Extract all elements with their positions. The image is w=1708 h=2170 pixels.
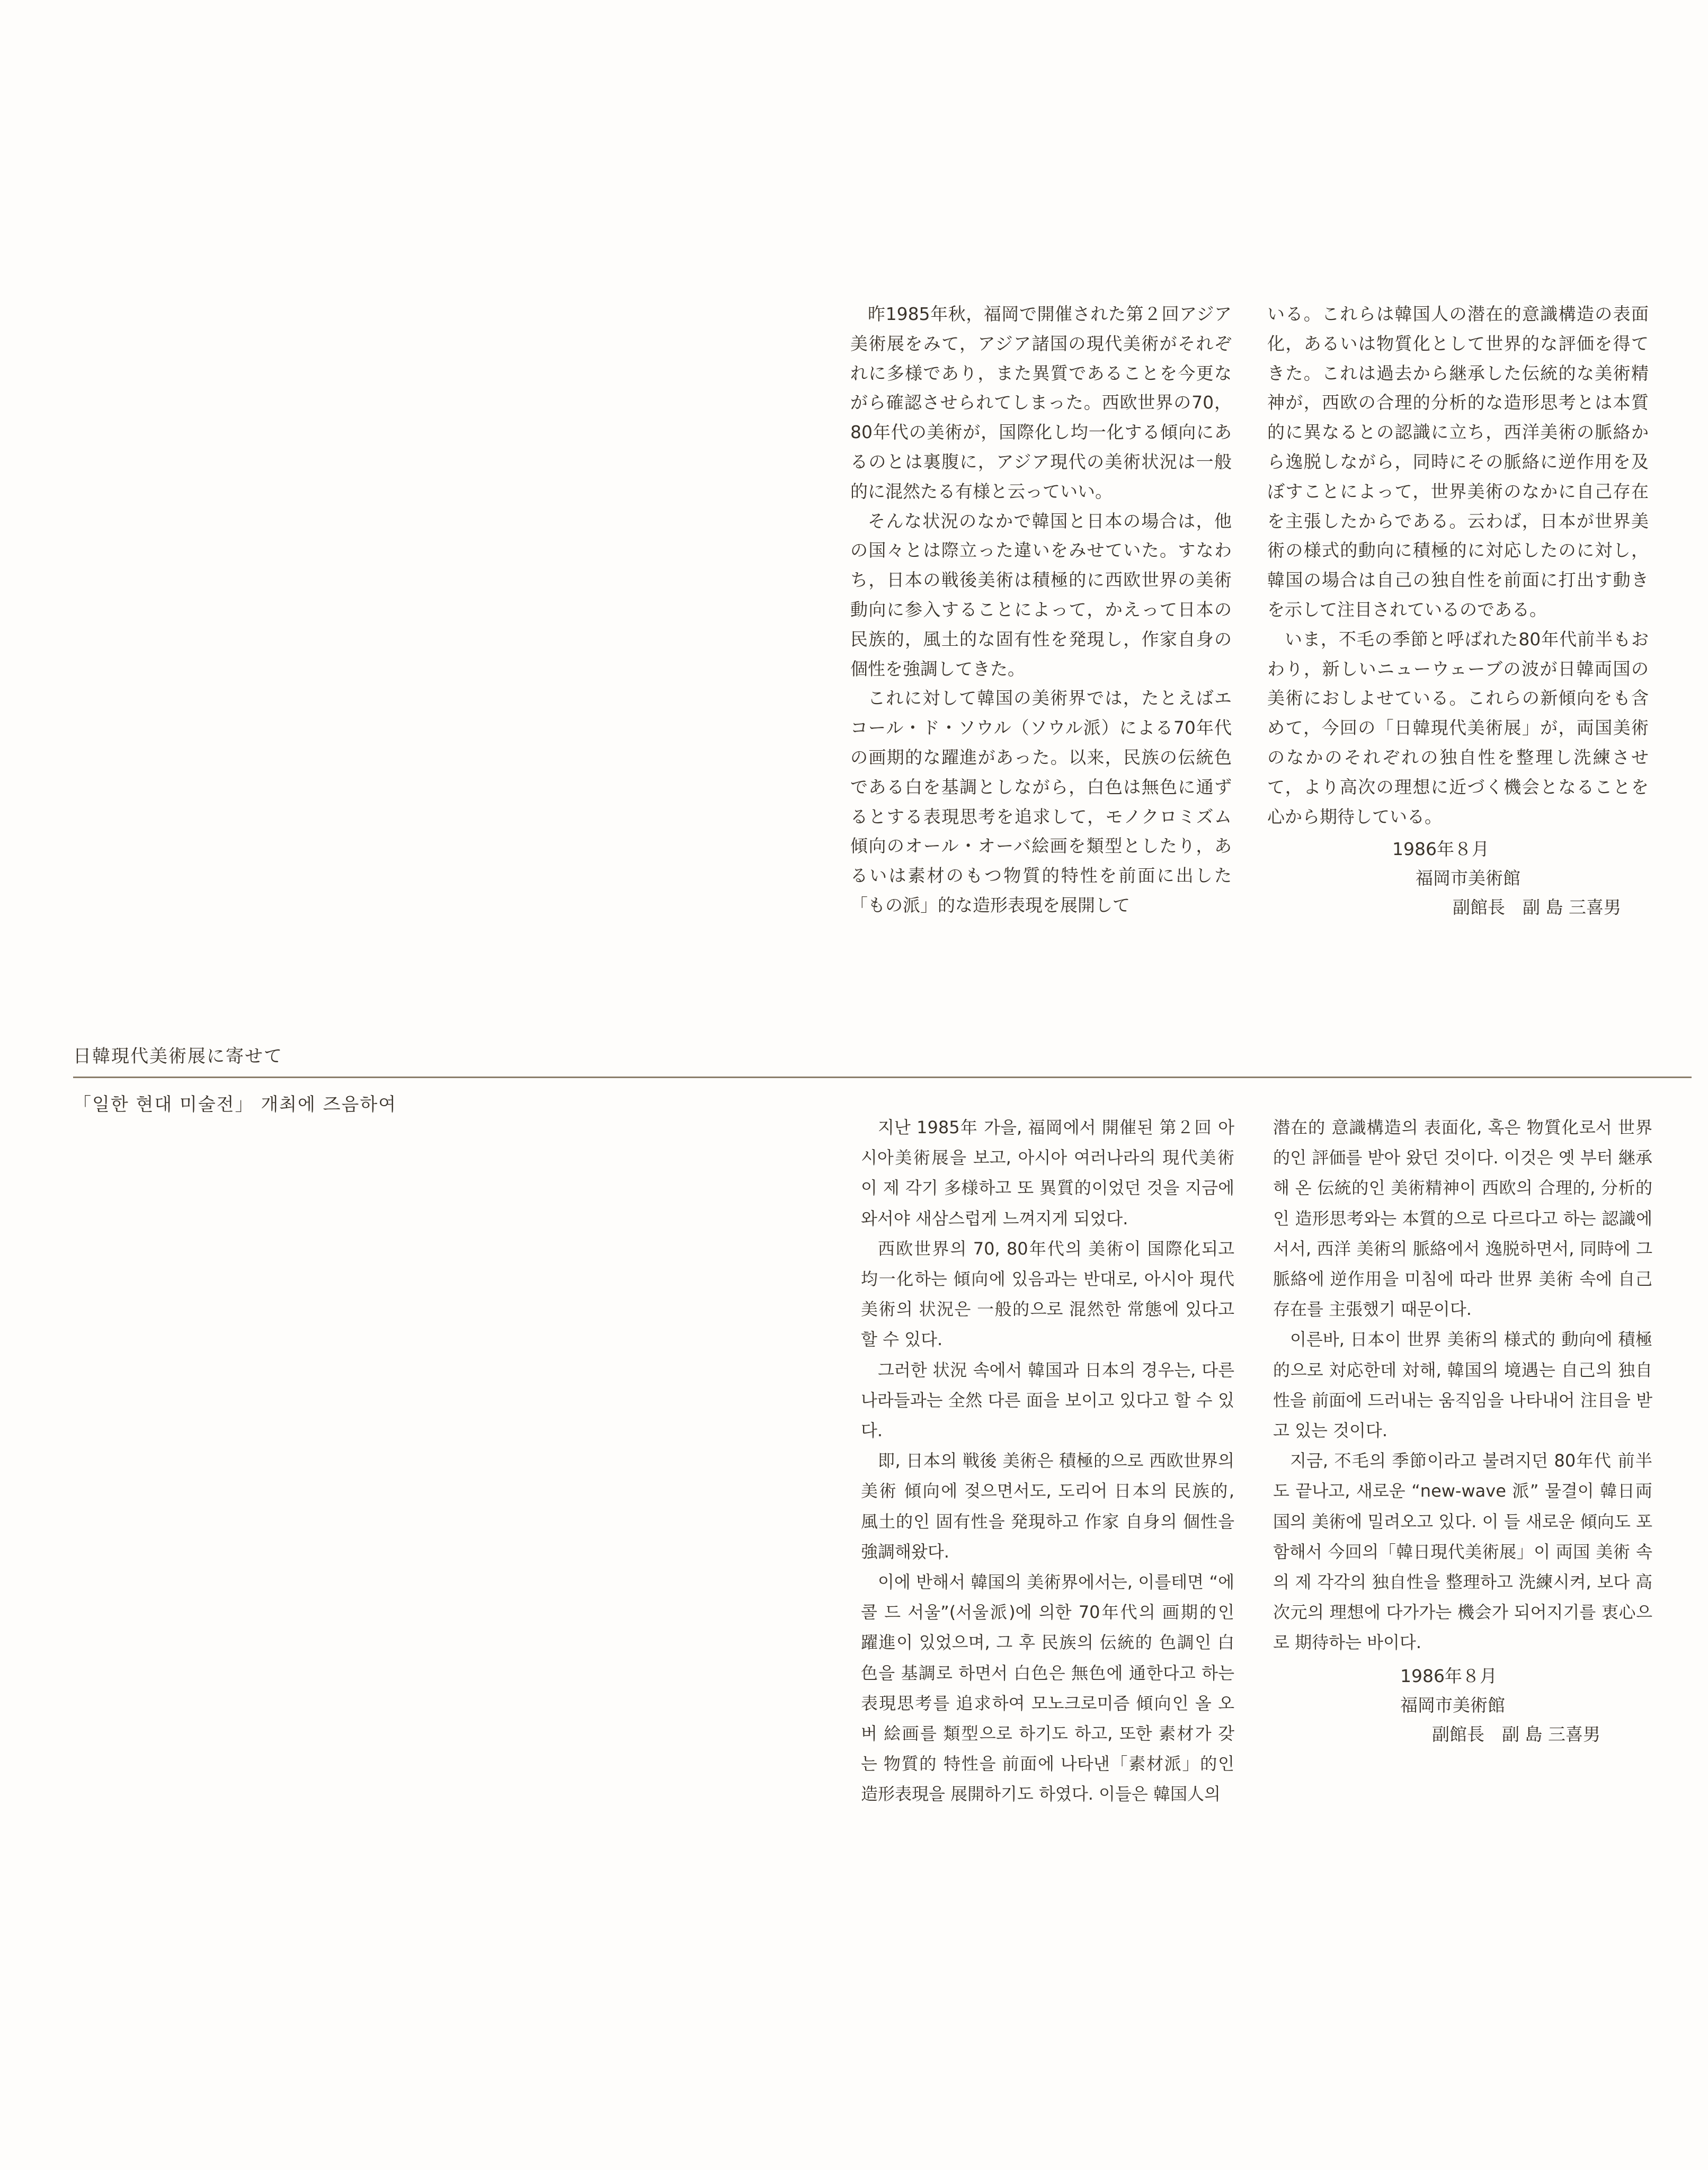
- korean-paragraph-7: 이른바, 日本이 世界 美術의 様式的 動向에 積極的으로 対応한데 対해, 韓国의 境遇는 自己의 独自性을 前面에 드러내는 움직임을 나타내어 注目을 받고 있는 것이다.: [1273, 1329, 1652, 1441]
- japanese-column-1: [850, 299, 1232, 920]
- korean-signature: [1273, 1661, 1652, 1749]
- korean-paragraph-8: 지금, 不毛의 季節이라고 불려지던 80年代 前半도 끝나고, 새로운 “new-wave 派” 물결이 韓日両国의 美術에 밀려오고 있다. 이 들 새로운 傾向도 포함해서 今回의「韓日現代美術展」이 両国 美術 속의 제 각각의 独自性을 整理하고 洗練시켜, 보다 高次元의 理想에 다가가는 機会가 되어지기를 衷心으로 期待하는 바이다.: [1273, 1451, 1652, 1653]
- japanese-date: 1986年８月: [1392, 839, 1489, 860]
- korean-paragraph-1: 지난 1985年 가을, 福岡에서 開催된 第２回 아시아美術展을 보고, 아시아 여러나라의 現代美術이 제 각기 多様하고 또 異質的이었던 것을 지금에 와서야 새삼스럽게 느껴지게 되었다.: [861, 1117, 1234, 1229]
- japanese-paragraph-5: いま，不毛の季節と呼ばれた80年代前半もおわり，新しいニューウェーブの波が日韓両国の美術におしよせている。これらの新傾向をも含めて，今回の「日韓現代美術展」が，両国美術のなかのそれぞれの独自性を整理し洗練させて，より高次の理想に近づく機会となることを心から期待している。: [1267, 628, 1649, 827]
- korean-paragraph-6: 潜在的 意識構造의 表面化, 혹은 物質化로서 世界的인 評価를 받아 왔던 것이다. 이것은 옛 부터 継承해 온 伝統的인 美術精神이 西欧의 合理的, 分析的인 造形思考와는 本質的으로 다르다고 하는 認識에 서서, 西洋 美術의 脈絡에서 逸脱하면서, 同時에 그 脈絡에 逆作用을 미침에 따라 世界 美術 속에 自己 存在를 主張했기 때문이다.: [1273, 1117, 1652, 1320]
- korean-date: 1986年８月: [1400, 1665, 1497, 1686]
- japanese-column-2: [1267, 299, 1649, 922]
- japanese-signature: [1267, 834, 1649, 922]
- korean-author: 副館長 副 島 三喜男: [1432, 1723, 1600, 1745]
- korean-paragraph-3: 그러한 状況 속에서 韓国과 日本의 경우는, 다른 나라들과는 全然 다른 面을 보이고 있다고 할 수 있다.: [861, 1359, 1234, 1441]
- japanese-paragraph-3: これに対して韓国の美術界では，たとえばエコール・ド・ソウル（ソウル派）による70年代の画期的な躍進があった。以来，民族の伝統色である白を基調としながら，白色は無色に通ずるとする表現思考を追求して，モノクロミズム傾向のオール・オーバ絵画を類型としたり，あるいは素材のもつ物質的特性を前面に出した「もの派」的な造形表現を展開して: [850, 688, 1232, 915]
- japanese-museum-name: 福岡市美術館: [1416, 868, 1520, 889]
- section-divider: [73, 1077, 1692, 1078]
- japanese-paragraph-2: そんな状況のなかで韓国と日本の場合は，他の国々とは際立った違いをみせていた。すなわち，日本の戦後美術は積極的に西欧世界の美術動向に参入することによって，かえって日本の民族的，風土的な固有性を発現し，作家自身の個性を強調してきた。: [850, 510, 1232, 679]
- korean-column-1: [861, 1113, 1234, 1810]
- korean-paragraph-4: 即, 日本의 戦後 美術은 積極的으로 西欧世界의 美術 傾向에 젖으면서도, 도리어 日本의 民族的, 風土的인 固有性을 発現하고 作家 自身의 個性을 強調해왔다.: [861, 1451, 1234, 1562]
- japanese-heading: 日韓現代美術展に寄せて: [73, 1046, 283, 1067]
- japanese-author: 副館長 副 島 三喜男: [1453, 897, 1621, 918]
- japanese-paragraph-4: いる。これらは韓国人の潜在的意識構造の表面化，あるいは物質化として世界的な評価を得てきた。これは過去から継承した伝統的な美術精神が，西欧の合理的分析的な造形思考とは本質的に異なるとの認識に立ち，西洋美術の脈絡から逸脱しながら，同時にその脈絡に逆作用を及ぼすことによって，世界美術のなかに自己存在を主張したからである。云わば，日本が世界美術の様式的動向に積極的に対応したのに対し，韓国の場合は自己の独自性を前面に打出す動きを示して注目されているのである。: [1267, 304, 1649, 620]
- korean-museum-name: 福岡市美術館: [1400, 1694, 1505, 1715]
- korean-paragraph-5: 이에 반해서 韓国의 美術界에서는, 이를테면 “에콜 드 서울”(서울派)에 의한 70年代의 画期的인 躍進이 있었으며, 그 후 民族의 伝統的 色調인 白色을 基調로 하면서 白色은 無色에 通한다고 하는 表現思考를 追求하여 모노크로미즘 傾向인 올 오버 絵画를 類型으로 하기도 하고, 또한 素材가 갖는 物質的 特性을 前面에 나타낸「素材派」的인 造形表現을 展開하기도 하였다. 이들은 韓国人의: [861, 1572, 1234, 1804]
- japanese-paragraph-1: 昨1985年秋，福岡で開催された第２回アジア美術展をみて，アジア諸国の現代美術がそれぞれに多様であり，また異質であることを今更ながら確認させられてしまった。西欧世界の70，80年代の美術が，国際化し均一化する傾向にあるのとは裏腹に，アジア現代の美術状況は一般的に混然たる有様と云っていい。: [850, 304, 1232, 502]
- korean-column-2: [1273, 1113, 1652, 1749]
- korean-heading: 「일한 현대 미술전」 개최에 즈음하여: [73, 1094, 397, 1115]
- korean-paragraph-2: 西欧世界의 70, 80年代의 美術이 国際化되고 均一化하는 傾向에 있음과는 반대로, 아시아 現代美術의 状況은 一般的으로 混然한 常態에 있다고 할 수 있다.: [861, 1238, 1234, 1350]
